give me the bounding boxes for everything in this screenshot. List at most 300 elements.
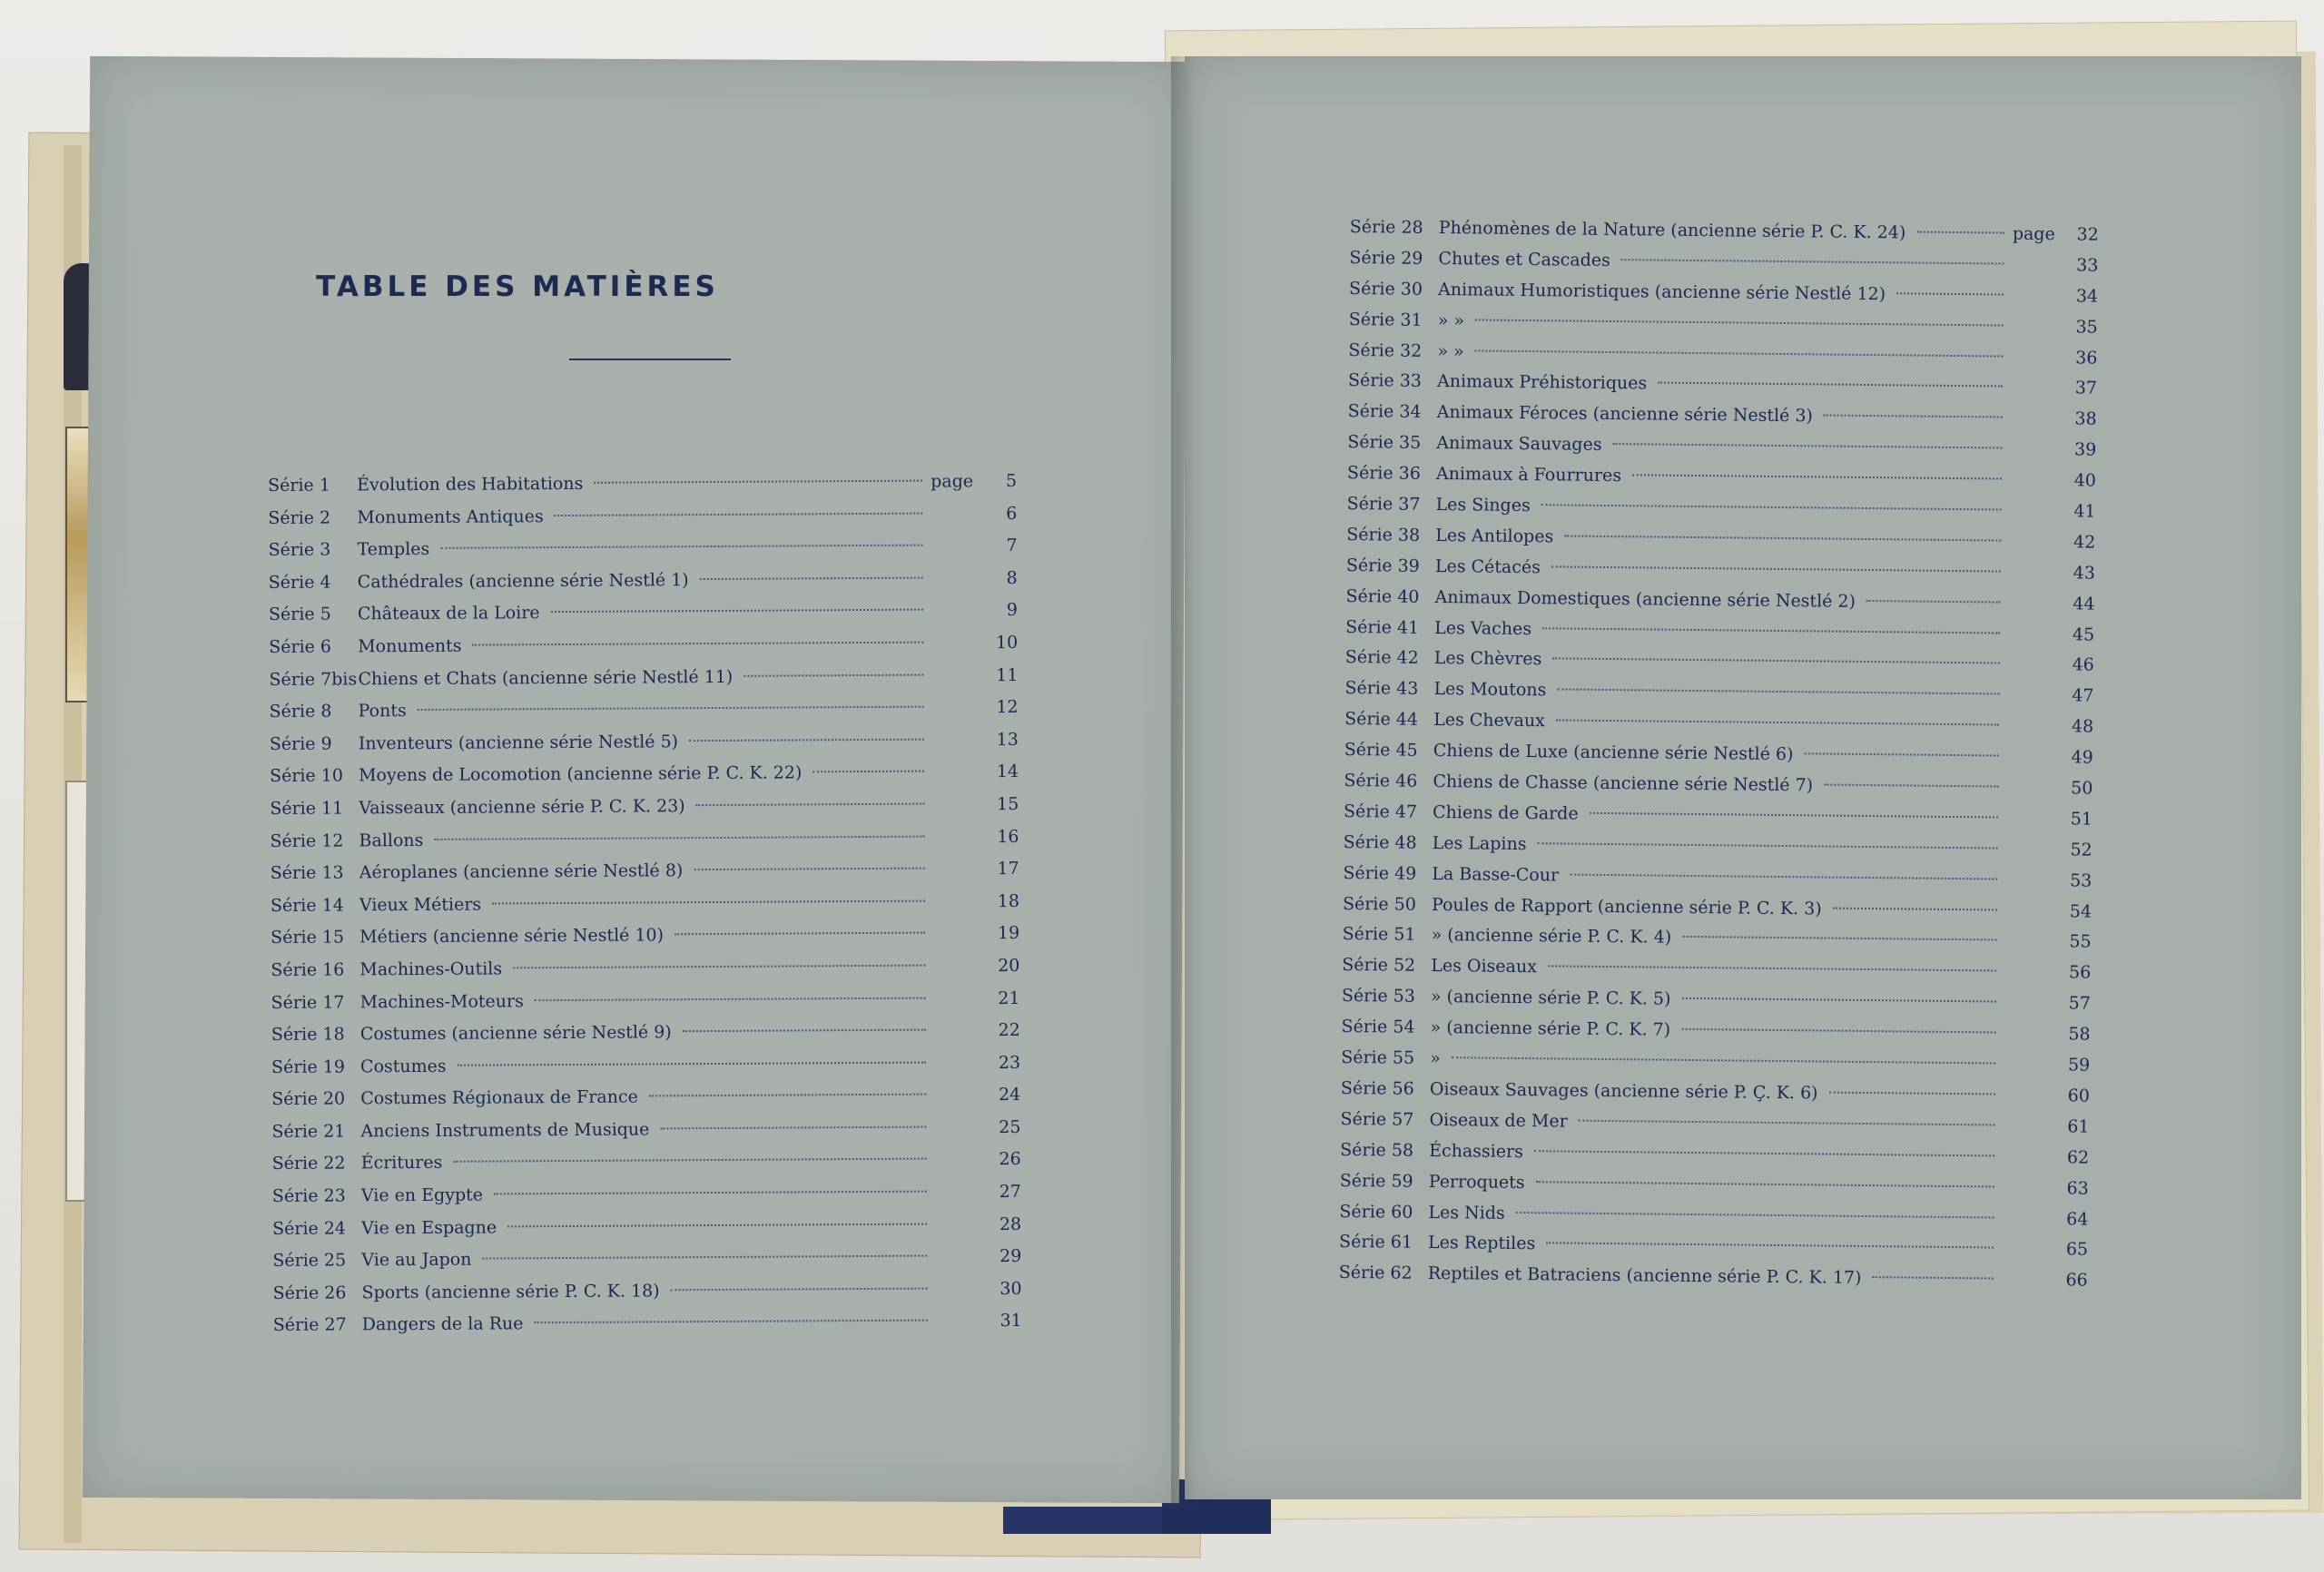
toc-dot-leader [1579, 1120, 1995, 1126]
toc-entry-title: Costumes [359, 1056, 447, 1077]
toc-dot-leader [494, 1191, 927, 1195]
toc-page-label [2001, 1070, 2053, 1071]
toc-dot-leader [675, 932, 925, 936]
toc-serie-number: Série 62 [1338, 1263, 1413, 1284]
toc-entry-title: Les Lapins [1432, 832, 1527, 854]
toc-page-label [2004, 823, 2056, 824]
toc-entry-title: Cathédrales (ancienne série Nestlé 1) [357, 569, 689, 593]
toc-dot-leader [1542, 627, 2000, 634]
toc-page-number: 65 [2065, 1239, 2089, 1260]
toc-page-number: 42 [2073, 532, 2096, 553]
toc-page-label [2005, 608, 2058, 609]
toc-dot-leader [1570, 873, 1997, 879]
toc-serie-number: Série 53 [1341, 986, 1415, 1007]
toc-serie-number: Série 60 [1339, 1201, 1413, 1223]
toc-serie-number: Série 34 [1347, 401, 1422, 423]
toc-page-number: 47 [2072, 685, 2094, 706]
toc-serie-number: Série 15 [271, 927, 345, 948]
toc-entry-title: Animaux Humoristiques (ancienne série Nestlé 12) [1438, 279, 1886, 304]
toc-entry-title: La Basse-Cour [1432, 863, 1560, 886]
toc-page-label [2007, 455, 2060, 456]
toc-serie-number: Série 51 [1342, 924, 1416, 946]
toc-serie-number: Série 19 [271, 1056, 345, 1077]
toc-dot-leader [551, 609, 923, 614]
toc-serie-number: Série 58 [1340, 1139, 1414, 1161]
toc-entry-title: Évolution des Habitations [357, 473, 584, 496]
toc-page-number: 43 [2073, 563, 2095, 584]
toc-entry-title: Vieux Métiers [359, 894, 482, 916]
toc-page-label [2002, 1008, 2054, 1009]
toc-page-number: 64 [2066, 1208, 2089, 1230]
toc-dot-leader [492, 899, 925, 904]
toc-entry-title: » (ancienne série P. C. K. 7) [1430, 1017, 1671, 1040]
toc-dot-leader [1452, 1056, 1995, 1064]
toc-page-number: 60 [2067, 1086, 2090, 1106]
toc-serie-number: Série 2 [268, 507, 331, 528]
toc-entry [272, 1209, 1021, 1246]
toc-page-number: 25 [999, 1116, 1021, 1137]
toc-dot-leader [482, 1255, 927, 1260]
toc-dot-leader [1541, 504, 2002, 510]
toc-dot-leader [1564, 535, 2001, 541]
toc-page-number: 45 [2072, 624, 2095, 645]
toc-entry-title: Les Oiseaux [1431, 956, 1538, 978]
toc-dot-leader [507, 1223, 927, 1227]
toc-entry [270, 692, 1019, 729]
toc-entry-title: Reptiles et Batraciens (ancienne série P. C. K. 17) [1427, 1263, 1862, 1289]
toc-page-number: 48 [2071, 716, 2094, 737]
toc-page-label [2002, 1039, 2054, 1040]
title-rule [569, 359, 731, 360]
toc-entry-title: Moyens de Locomotion (ancienne série P. C. K. 22) [358, 762, 803, 786]
toc-dot-leader [1552, 658, 2000, 664]
toc-page-number: 10 [995, 632, 1019, 653]
toc-entry-title: » (ancienne série P. C. K. 5) [1430, 987, 1671, 1010]
toc-entry [271, 1079, 1020, 1116]
toc-dot-leader [458, 1061, 926, 1066]
toc-entry-title: Vaisseaux (ancienne série P. C. K. 23) [359, 796, 685, 819]
toc-page-number: 14 [996, 761, 1019, 782]
toc-serie-number: Série 55 [1341, 1046, 1415, 1068]
toc-page-number: 58 [2068, 1024, 2091, 1045]
toc-page-label: page [2012, 223, 2055, 245]
toc-dot-leader [594, 480, 922, 484]
toc-page-number: 40 [2073, 470, 2097, 491]
toc-serie-number: Série 44 [1344, 709, 1419, 731]
toc-page-number: 23 [998, 1052, 1021, 1073]
toc-entry-title: Animaux Sauvages [1436, 433, 1602, 456]
toc-serie-number: Série 45 [1344, 740, 1418, 761]
toc-serie-number: Série 3 [268, 539, 331, 561]
toc-page-number: 20 [998, 955, 1020, 977]
toc-serie-number: Série 5 [268, 604, 331, 625]
toc-entry [271, 950, 1019, 987]
toc-entry-title: Animaux Féroces (ancienne série Nestlé 3) [1436, 402, 1814, 427]
toc-dot-leader [1829, 1092, 1995, 1095]
toc-entry-title: Machines-Moteurs [359, 990, 524, 1012]
toc-page-label [2000, 1131, 2053, 1132]
toc-page-label [2003, 916, 2055, 917]
toc-serie-number: Série 40 [1345, 585, 1420, 607]
toc-entry-title: Chiens de Garde [1432, 801, 1579, 824]
toc-page-number: 7 [1006, 535, 1018, 556]
toc-entry [271, 853, 1019, 890]
toc-dot-leader [1621, 259, 2004, 264]
toc-entry-title: » (ancienne série P. C. K. 4) [1431, 925, 1672, 948]
toc-page-number: 9 [1006, 600, 1019, 621]
toc-page-number: 44 [2073, 594, 2095, 614]
toc-dot-leader [683, 1029, 926, 1033]
toc-entry [269, 627, 1018, 664]
toc-page-label [1999, 1223, 2052, 1224]
toc-page-label [2005, 670, 2058, 671]
toc-page-label [2009, 270, 2062, 271]
toc-page-label [2008, 424, 2061, 425]
toc-serie-number: Série 61 [1339, 1232, 1413, 1253]
toc-dot-leader [513, 964, 925, 968]
toc-serie-number: Série 43 [1344, 678, 1419, 700]
toc-dot-leader [535, 997, 926, 1001]
toc-entry-title: Aéroplanes (ancienne série Nestlé 8) [359, 860, 684, 883]
toc-page-number: 22 [998, 1020, 1020, 1041]
toc-entry [269, 563, 1018, 600]
toc-page-number: 57 [2068, 993, 2092, 1014]
toc-entry-title: Poules de Rapport (ancienne série P. C. K. 3) [1431, 894, 1822, 919]
toc-entry-title: Perroquets [1428, 1171, 1525, 1193]
toc-entry-title: Vie en Egypte [360, 1184, 484, 1206]
toc-serie-number: Série 39 [1345, 555, 1420, 576]
toc-entry-title: » » [1437, 340, 1464, 361]
toc-dot-leader [694, 868, 924, 871]
toc-dot-leader [1551, 565, 2001, 572]
toc-page-number: 12 [996, 697, 1019, 718]
toc-entry-title: Dangers de la Rue [361, 1313, 524, 1335]
toc-serie-number: Série 52 [1342, 955, 1416, 977]
toc-serie-number: Série 36 [1346, 463, 1421, 484]
toc-dot-leader [535, 1320, 928, 1324]
toc-entry-title: Monuments [358, 635, 462, 657]
toc-page-number: 52 [2070, 840, 2093, 860]
toc-entry-title: Échassiers [1429, 1140, 1524, 1162]
toc-page-number: 32 [2076, 224, 2099, 245]
toc-serie-number: Série 31 [1348, 309, 1423, 330]
toc-serie-number: Série 57 [1340, 1108, 1414, 1130]
toc-entry [269, 594, 1018, 632]
toc-page-label [2009, 300, 2062, 301]
toc-page-number: 63 [2066, 1177, 2089, 1199]
toc-entry-title: Les Vaches [1434, 617, 1532, 639]
toc-page-label [2006, 577, 2059, 578]
toc-serie-number: Série 35 [1347, 432, 1422, 454]
toc-page-number: 15 [997, 793, 1019, 815]
toc-entry-title: Sports (ancienne série P. C. K. 18) [361, 1281, 660, 1303]
toc-serie-number: Série 21 [271, 1121, 346, 1142]
toc-entry [272, 1176, 1021, 1213]
toc-serie-number: Série 25 [272, 1250, 347, 1272]
toc-dot-leader [440, 545, 922, 549]
toc-serie-number: Série 50 [1342, 893, 1417, 915]
toc-page-label [2003, 947, 2055, 948]
toc-page-number: 34 [2075, 286, 2099, 307]
toc-dot-leader [1632, 474, 2002, 479]
toc-serie-number: Série 54 [1341, 1017, 1415, 1037]
toc-page-label [2009, 331, 2062, 332]
toc-entry-title: Vie au Japon [361, 1249, 472, 1271]
toc-serie-number: Série 12 [270, 830, 344, 851]
toc-dot-leader [649, 1094, 926, 1097]
toc-page-number: 28 [999, 1213, 1022, 1234]
toc-page-label [2001, 1100, 2053, 1101]
toc-page-number: 35 [2075, 317, 2098, 338]
toc-entry-title: Inventeurs (ancienne série Nestlé 5) [358, 731, 679, 754]
toc-dot-leader [1833, 907, 1997, 910]
toc-page-number: 61 [2067, 1116, 2090, 1137]
toc-page-number: 30 [1000, 1278, 1022, 1299]
toc-dot-leader [1548, 966, 1996, 972]
toc-dot-leader [1824, 415, 2003, 418]
toc-entry-title: Les Singes [1435, 495, 1531, 516]
toc-dot-leader [1538, 842, 1998, 849]
toc-entry [271, 1015, 1020, 1052]
toc-entry [271, 1112, 1020, 1149]
toc-dot-leader [472, 642, 923, 646]
toc-left-list [268, 466, 1022, 1342]
toc-serie-number: Série 42 [1344, 647, 1419, 669]
toc-serie-number: Série 16 [271, 959, 345, 980]
toc-page-number: 36 [2075, 347, 2098, 368]
toc-dot-leader [1536, 1181, 1994, 1187]
toc-page-label [2000, 1162, 2053, 1163]
toc-serie-number: Série 17 [271, 991, 345, 1013]
toc-dot-leader [1475, 349, 2004, 357]
toc-dot-leader [1681, 997, 1995, 1003]
toc-page-number: 46 [2072, 654, 2094, 676]
toc-entry-title: Métiers (ancienne série Nestlé 10) [359, 925, 665, 948]
toc-entry [270, 724, 1019, 761]
toc-page-number: 55 [2069, 931, 2092, 953]
toc-entry-title: Machines-Outils [359, 958, 503, 980]
toc-page-number: 38 [2074, 408, 2097, 429]
toc-dot-leader [812, 771, 924, 773]
toc-page-number: 51 [2070, 809, 2093, 830]
toc-entry [269, 660, 1018, 697]
toc-entry-title: Oiseaux de Mer [1429, 1109, 1568, 1132]
toc-dot-leader [1546, 1243, 1994, 1249]
toc-serie-number: Série 33 [1347, 370, 1423, 392]
toc-dot-leader [660, 1125, 926, 1129]
toc-page-number: 19 [997, 923, 1020, 944]
toc-page-number: 31 [1000, 1311, 1022, 1331]
toc-entry-title: » [1430, 1048, 1441, 1069]
toc-entry-title: Anciens Instruments de Musique [360, 1119, 650, 1142]
toc-page-label [2007, 516, 2060, 517]
toc-page-number: 29 [1000, 1246, 1022, 1267]
toc-entry [268, 498, 1017, 535]
toc-page-label [1999, 1285, 2052, 1286]
toc-entry [271, 918, 1019, 955]
toc-entry-title: Phénomènes de la Nature (ancienne série P. C. K. 24) [1438, 218, 1906, 243]
toc-serie-number: Série 22 [271, 1153, 346, 1174]
toc-title: TABLE DES MATIÈRES [316, 270, 719, 303]
toc-entry-title: Oiseaux Sauvages (ancienne série P. Ç. K. 6) [1429, 1078, 1818, 1104]
toc-entry-title: Animaux à Fourrures [1435, 464, 1622, 486]
toc-entry [272, 1273, 1021, 1311]
toc-serie-number: Série 1 [268, 475, 330, 496]
toc-page-number: 27 [999, 1182, 1021, 1203]
toc-serie-number: Série 7bis [269, 668, 358, 690]
toc-page-number: 16 [997, 826, 1019, 847]
toc-entry-title: » » [1437, 309, 1465, 330]
toc-entry [273, 1305, 1022, 1342]
toc-page-number: 62 [2066, 1147, 2090, 1168]
toc-entry-title: Châteaux de la Loire [357, 603, 540, 624]
toc-page-number: 13 [996, 729, 1019, 750]
toc-entry [271, 886, 1019, 923]
toc-page-number: 26 [999, 1149, 1021, 1170]
toc-dot-leader [1516, 1211, 1994, 1218]
toc-entry-title: Animaux Préhistoriques [1436, 371, 1648, 394]
toc-page-number: 66 [2065, 1270, 2088, 1291]
toc-serie-number: Série 18 [271, 1024, 345, 1046]
toc-entry-title: Ponts [358, 701, 407, 722]
toc-page-number: 21 [998, 987, 1020, 1008]
toc-page-number: 39 [2074, 439, 2097, 460]
toc-entry-title: Les Chevaux [1433, 710, 1545, 732]
toc-serie-number: Série 10 [269, 765, 344, 787]
toc-serie-number: Série 4 [268, 572, 331, 593]
toc-serie-number: Série 37 [1346, 493, 1421, 515]
toc-dot-leader [1681, 1028, 1995, 1034]
toc-dot-leader [1804, 752, 1998, 756]
toc-page-label [2008, 362, 2061, 363]
toc-serie-number: Série 20 [271, 1088, 346, 1110]
toc-page-number: 6 [1006, 503, 1018, 524]
toc-right-list [1339, 212, 2099, 1297]
toc-entry-title: Animaux Domestiques (ancienne série Nestlé 2) [1434, 586, 1856, 612]
toc-page-label [2004, 854, 2056, 855]
toc-dot-leader [434, 835, 924, 840]
toc-dot-leader [1896, 292, 2004, 295]
toc-serie-number: Série 46 [1344, 770, 1418, 791]
toc-entry-title: Costumes (ancienne série Nestlé 9) [359, 1022, 672, 1045]
toc-page-label [2000, 1193, 2053, 1194]
toc-dot-leader [1613, 443, 2003, 448]
toc-entry [268, 530, 1017, 567]
toc-serie-number: Série 6 [269, 636, 332, 657]
toc-serie-number: Série 32 [1348, 339, 1423, 361]
toc-serie-number: Série 29 [1349, 247, 1423, 269]
toc-page-label [2008, 393, 2061, 394]
toc-dot-leader [1872, 1276, 1993, 1279]
toc-serie-number: Série 11 [270, 798, 344, 819]
toc-entry [270, 756, 1019, 793]
toc-page-number: 33 [2076, 255, 2099, 276]
toc-page-number: 17 [997, 859, 1019, 879]
toc-entry-title: Vie en Espagne [361, 1217, 497, 1239]
toc-dot-leader [418, 706, 924, 711]
toc-entry [270, 820, 1019, 858]
toc-dot-leader [1916, 231, 2004, 234]
toc-serie-number: Série 41 [1345, 616, 1420, 638]
toc-page-number: 11 [996, 664, 1019, 685]
toc-serie-number: Série 26 [272, 1282, 347, 1303]
toc-serie-number: Série 49 [1343, 862, 1417, 884]
toc-entry-title: Les Chèvres [1433, 648, 1542, 670]
toc-entry-title: Chutes et Cascades [1438, 248, 1610, 270]
toc-page-number: 49 [2071, 747, 2093, 768]
toc-entry-title: Chiens de Chasse (ancienne série Nestlé 7) [1433, 771, 1814, 796]
toc-serie-number: Série 9 [269, 733, 332, 754]
toc-serie-number: Série 48 [1343, 831, 1417, 853]
toc-page-number: 18 [997, 890, 1019, 911]
toc-serie-number: Série 23 [271, 1185, 346, 1207]
toc-entry [270, 789, 1019, 826]
toc-page-number: 59 [2067, 1055, 2091, 1076]
toc-dot-leader [1590, 812, 1998, 819]
toc-dot-leader [1866, 600, 2001, 604]
toc-dot-leader [696, 803, 925, 807]
toc-dot-leader [689, 738, 924, 742]
toc-page-number: 50 [2071, 778, 2093, 799]
toc-dot-leader [1556, 720, 1999, 726]
toc-dot-leader [743, 673, 923, 676]
toc-page-number: 5 [1005, 470, 1018, 492]
toc-entry [271, 1047, 1020, 1085]
toc-entry-title: Écritures [360, 1153, 443, 1174]
toc-entry [271, 982, 1019, 1019]
toc-serie-number: Série 30 [1349, 278, 1423, 300]
toc-serie-number: Série 14 [270, 895, 344, 916]
toc-serie-number: Série 28 [1349, 216, 1423, 238]
toc-entry-title: Les Moutons [1433, 679, 1547, 701]
toc-serie-number: Série 13 [270, 862, 344, 884]
toc-page-label [2006, 546, 2059, 547]
toc-dot-leader [1824, 784, 1998, 788]
toc-serie-number: Série 27 [272, 1314, 347, 1336]
toc-entry [272, 1241, 1021, 1278]
toc-entry [272, 1144, 1021, 1181]
toc-dot-leader [453, 1158, 926, 1163]
toc-entry-title: Chiens de Luxe (ancienne série Nestlé 6) [1433, 741, 1794, 765]
toc-page-label [2003, 885, 2055, 886]
toc-page-number: 24 [998, 1085, 1021, 1105]
toc-page-number: 53 [2070, 870, 2093, 891]
toc-page-label [2004, 762, 2057, 763]
toc-entry [268, 466, 1017, 503]
toc-page-label [1999, 1254, 2052, 1255]
toc-entry-title: Les Reptiles [1428, 1233, 1536, 1254]
toc-page-label: page [931, 471, 974, 492]
toc-serie-number: Série 59 [1339, 1170, 1413, 1192]
toc-dot-leader [1682, 936, 1996, 941]
toc-entry-title: Costumes Régionaux de France [360, 1086, 638, 1109]
toc-page-label [2004, 701, 2057, 702]
toc-serie-number: Série 8 [269, 701, 332, 722]
toc-dot-leader [1475, 319, 2004, 326]
toc-dot-leader [1534, 1150, 1994, 1156]
toc-dot-leader [1658, 382, 2003, 388]
toc-entry-title: Temples [357, 539, 430, 560]
toc-entry-title: Monuments Antiques [357, 506, 544, 527]
toc-dot-leader [1557, 689, 1999, 695]
book-gutter [1171, 56, 1195, 1508]
toc-dot-leader [555, 512, 923, 516]
toc-page-number: 54 [2069, 900, 2093, 922]
toc-serie-number: Série 24 [272, 1218, 347, 1239]
toc-page-label [2004, 793, 2056, 794]
toc-page-label [2005, 639, 2058, 640]
toc-serie-number: Série 38 [1346, 524, 1421, 545]
